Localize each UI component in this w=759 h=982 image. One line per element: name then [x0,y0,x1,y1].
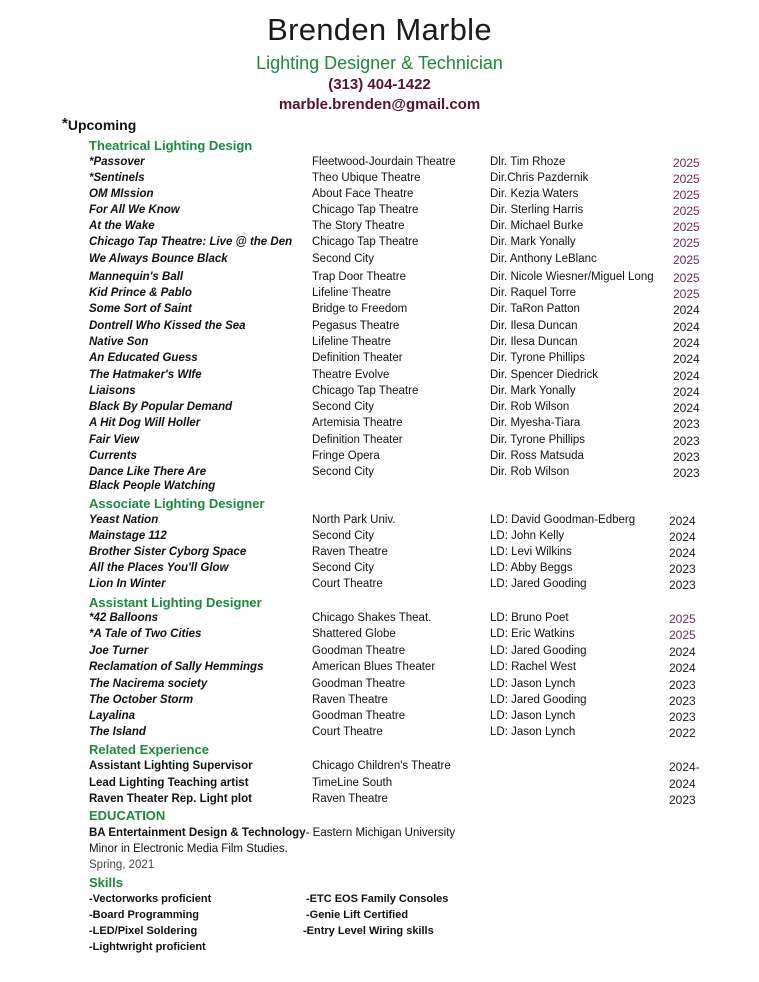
credit: Dir. Sterling Harris [490,204,584,216]
year: 2024 [669,514,696,528]
venue: Second City [312,562,375,574]
venue: Court Theatre [312,726,383,738]
section-title-education: EDUCATION [89,808,166,823]
table-row [0,236,759,252]
year: 2025 [673,172,700,186]
education-date: Spring, 2021 [89,859,155,871]
table-row [0,694,759,710]
show-title: An Educated Guess [89,352,198,364]
credit: Dir. Nicole Wiesner/Miguel Long [490,271,654,283]
table-row [0,385,759,401]
venue: The Story Theatre [312,220,405,232]
credit: Dir. Tyrone Phillips [490,434,586,446]
show-title: Brother Sister Cyborg Space [89,546,247,558]
table-row [0,450,759,466]
venue: Trap Door Theatre [312,271,406,283]
credit: LD: Bruno Poet [490,612,569,624]
year: 2022 [669,726,696,740]
show-title: At the Wake [89,220,155,232]
table-row [0,530,759,546]
venue: Second City [312,253,375,265]
year: 2025 [673,204,700,218]
show-title: Mainstage 112 [89,530,167,542]
year: 2024 [673,303,700,317]
credit: LD: Jason Lynch [490,726,576,738]
year: 2024 [669,645,696,659]
show-title: Liaisons [89,385,136,397]
credit: LD: Jared Gooding [490,694,587,706]
year: 2023 [673,417,700,431]
venue: Goodman Theatre [312,645,406,657]
show-title: *Sentinels [89,172,145,184]
table-row [0,612,759,628]
credit: LD: Jason Lynch [490,678,576,690]
skill-item: -Board Programming [89,909,200,921]
venue: Pegasus Theatre [312,320,400,332]
show-title: *A Tale of Two Cities [89,628,202,640]
table-row [0,336,759,352]
credit: LD: John Kelly [490,530,565,542]
venue: Chicago Tap Theatre [312,236,419,248]
section-title-assistant: Assistant Lighting Designer [89,595,262,610]
education-degree: BA Entertainment Design & Technology [89,827,306,839]
skill-item: -LED/Pixel Soldering [89,925,198,937]
email-address: marble.brenden@gmail.com [278,96,481,113]
show-title: Currents [89,450,137,462]
year: 2024- [669,760,700,774]
year: 2025 [673,271,700,285]
experience-role: Assistant Lighting Supervisor [89,760,253,772]
table-row [0,645,759,661]
year: 2024 [669,530,696,544]
credit: Dir. Rob Wilson [490,466,570,478]
show-title: OM MIssion [89,188,154,200]
upcoming-note [62,117,136,134]
show-title: All the Places You'll Glow [89,562,229,574]
resume-role: Lighting Designer & Technician [256,53,503,73]
credit: Dir.Chris Pazdernik [490,172,589,184]
credit: LD: Levi Wilkins [490,546,572,558]
resume-name: Brenden Marble [267,12,492,47]
skill-item: -Lightwright proficient [89,941,206,953]
show-title: Black By Popular Demand [89,401,233,413]
table-row [0,726,759,742]
show-title: The Hatmaker's WIfe [89,369,202,381]
show-title: Lion In Winter [89,578,166,590]
show-title: Chicago Tap Theatre: Live @ the Den [89,236,293,248]
upcoming-star: * [62,115,68,132]
show-title-continued: Black People Watching [89,480,216,492]
show-title: Some Sort of Saint [89,303,192,315]
venue: Artemisia Theatre [312,417,403,429]
table-row [0,777,759,793]
year: 2024 [669,777,696,791]
table-row [0,793,759,809]
venue: Definition Theater [312,352,403,364]
experience-org: TimeLine South [312,777,393,789]
year: 2024 [673,352,700,366]
section-title-skills: Skills [89,875,123,890]
venue: North Park Univ. [312,514,396,526]
show-title: Mannequin's Ball [89,271,184,283]
venue: Goodman Theatre [312,710,406,722]
year: 2023 [673,450,700,464]
skill-item: -Vectorworks proficient [89,893,212,905]
year: 2024 [673,385,700,399]
show-title: For All We Know [89,204,180,216]
credit: Dir. Mark Yonally [490,236,576,248]
table-row [0,562,759,578]
venue: Second City [312,401,375,413]
credit: Dir. Myesha-Tiara [490,417,581,429]
credit: LD: Jason Lynch [490,710,576,722]
credit: Dir. Michael Burke [490,220,584,232]
table-row [0,661,759,677]
section-title-related: Related Experience [89,742,209,757]
show-title: Native Son [89,336,149,348]
show-title: Dance Like There Are [89,466,207,478]
year: 2025 [673,287,700,301]
venue: Bridge to Freedom [312,303,408,315]
year: 2023 [673,434,700,448]
venue: Theo Ubique Theatre [312,172,421,184]
table-row [0,188,759,204]
table-row [0,546,759,562]
venue: Raven Theatre [312,546,388,558]
credit: Dir. Ross Matsuda [490,450,584,462]
table-row [0,434,759,450]
show-title: The Island [89,726,146,738]
venue: Second City [312,466,375,478]
skill-item: -Entry Level Wiring skills [303,925,434,937]
venue: Fringe Opera [312,450,380,462]
table-row [0,271,759,287]
year: 2023 [669,678,696,692]
year: 2023 [673,466,700,480]
venue: Fleetwood-Jourdain Theatre [312,156,456,168]
venue: Chicago Shakes Theat. [312,612,432,624]
table-row [0,710,759,726]
credit: Dir. Spencer Diedrick [490,369,599,381]
skill-item: -ETC EOS Family Consoles [306,893,449,905]
table-row [0,156,759,172]
table-row [0,352,759,368]
show-title: We Always Bounce Black [89,253,228,265]
venue: Theatre Evolve [312,369,390,381]
credit: Dir. Ilesa Duncan [490,320,578,332]
experience-role: Lead Lighting Teaching artist [89,777,249,789]
venue: Definition Theater [312,434,403,446]
upcoming-label: Upcoming [67,117,137,133]
venue: About Face Theatre [312,188,414,200]
year: 2025 [673,236,700,250]
venue: Lifeline Theatre [312,287,392,299]
year: 2023 [669,710,696,724]
table-row [0,760,759,776]
venue: Goodman Theatre [312,678,406,690]
table-row [0,628,759,644]
year: 2024 [673,401,700,415]
show-title: Kid Prince & Pablo [89,287,192,299]
credit: Dir. Anthony LeBlanc [490,253,597,265]
credit: LD: Abby Beggs [490,562,573,574]
education-minor: Minor in Electronic Media Film Studies. [89,843,288,855]
show-title: Yeast Nation [89,514,159,526]
table-row [0,253,759,269]
table-row [0,578,759,594]
experience-org: Chicago Children's Theatre [312,760,451,772]
venue: Chicago Tap Theatre [312,204,419,216]
table-row [0,303,759,319]
credit: Dir. Raquel Torre [490,287,577,299]
year: 2023 [669,694,696,708]
year: 2025 [669,628,696,642]
year: 2024 [669,546,696,560]
show-title: *42 Balloons [89,612,159,624]
year: 2025 [669,612,696,626]
venue: American Blues Theater [312,661,436,673]
year: 2025 [673,253,700,267]
credit: Dir. Kezia Waters [490,188,579,200]
show-title: Joe Turner [89,645,149,657]
venue: Raven Theatre [312,694,388,706]
year: 2023 [669,793,696,807]
year: 2024 [673,369,700,383]
year: 2024 [669,661,696,675]
year: 2023 [669,578,696,592]
show-title: Layalina [89,710,136,722]
table-row [0,320,759,336]
table-row [0,172,759,188]
credit: LD: Eric Watkins [490,628,575,640]
table-row [0,678,759,694]
show-title: A Hit Dog Will Holler [89,417,201,429]
credit: Dlr. Tim Rhoze [490,156,566,168]
year: 2024 [673,336,700,350]
credit: Dir. TaRon Patton [490,303,580,315]
experience-role: Raven Theater Rep. Light plot [89,793,252,805]
experience-org: Raven Theatre [312,793,388,805]
credit: Dir. Tyrone Phillips [490,352,586,364]
table-row [0,514,759,530]
credit: Dir. Mark Yonally [490,385,576,397]
table-row [0,220,759,236]
credit: LD: David Goodman-Edberg [490,514,636,526]
education-degree-line [89,827,455,839]
section-title-theatrical: Theatrical Lighting Design [89,138,253,153]
year: 2025 [673,156,700,170]
credit: LD: Jared Gooding [490,645,587,657]
phone-number: (313) 404-1422 [328,76,431,93]
show-title: The October Storm [89,694,194,706]
venue: Chicago Tap Theatre [312,385,419,397]
table-row [0,287,759,303]
show-title: Fair View [89,434,140,446]
year: 2025 [673,188,700,202]
credit: Dir. Ilesa Duncan [490,336,578,348]
show-title: *Passover [89,156,145,168]
skill-item: -Genie Lift Certified [306,909,409,921]
venue: Court Theatre [312,578,383,590]
year: 2025 [673,220,700,234]
show-title: Reclamation of Sally Hemmings [89,661,264,673]
show-title: Dontrell Who Kissed the Sea [89,320,246,332]
section-title-associate: Associate Lighting Designer [89,496,265,511]
venue: Lifeline Theatre [312,336,392,348]
year: 2024 [673,320,700,334]
table-row [0,204,759,220]
credit: Dir. Rob Wilson [490,401,570,413]
table-row [0,369,759,385]
table-row [0,401,759,417]
year: 2023 [669,562,696,576]
credit: LD: Jared Gooding [490,578,587,590]
venue: Second City [312,530,375,542]
venue: Shattered Globe [312,628,396,640]
table-row [0,417,759,433]
education-school: - Eastern Michigan University [305,827,456,839]
credit: LD: Rachel West [490,661,577,673]
show-title: The Nacirema society [89,678,208,690]
